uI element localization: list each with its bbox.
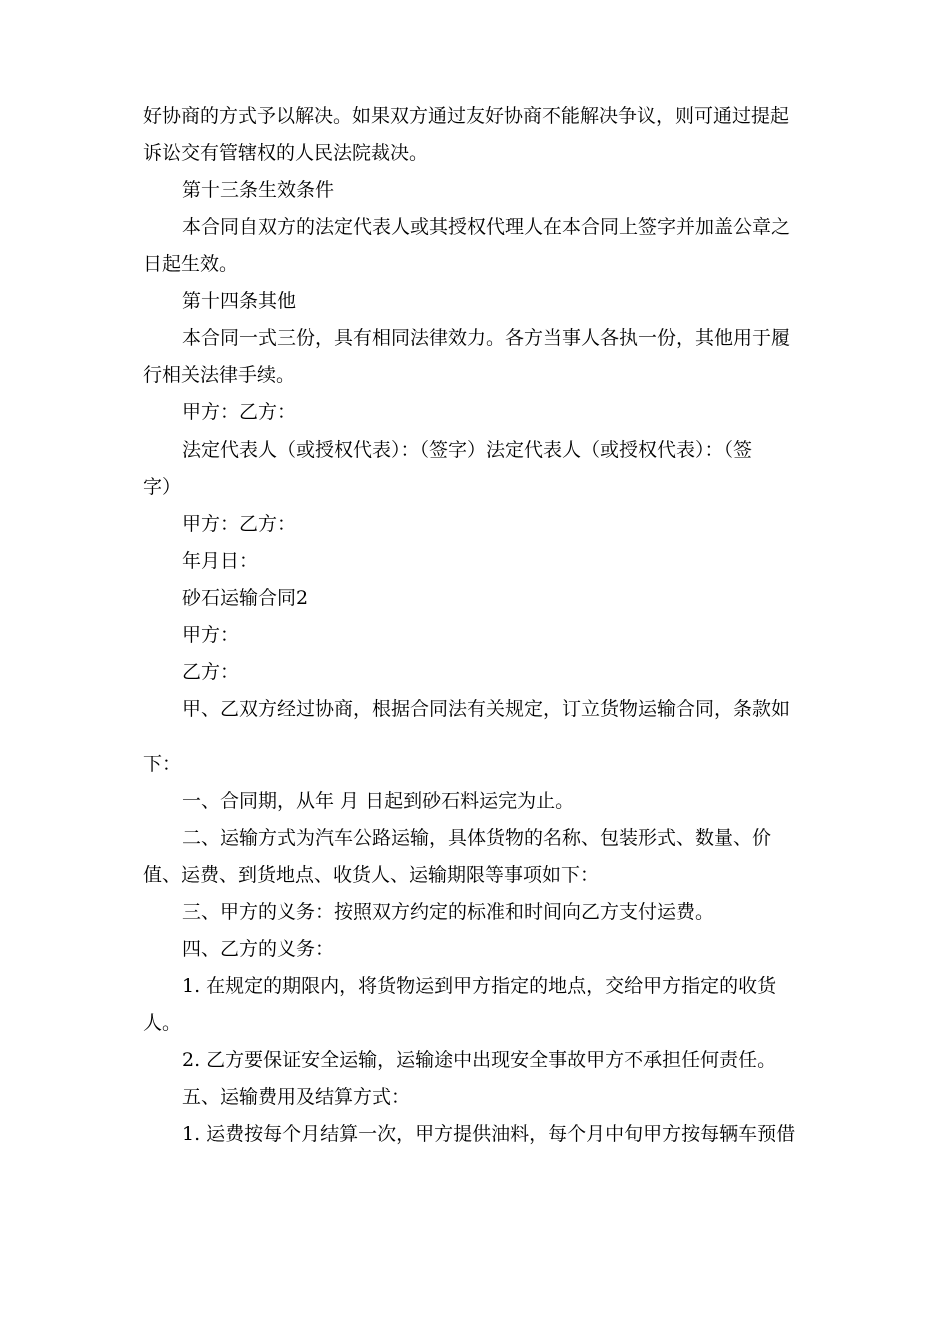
contract-title: 砂石运输合同2 <box>182 587 309 609</box>
paragraph-line: 好协商的方式予以解决。如果双方通过友好协商不能解决争议，则可通过提起 <box>143 105 790 127</box>
signature-line: 甲方：乙方： <box>182 401 297 423</box>
paragraph-line: 下： <box>143 753 182 775</box>
paragraph-line: 日起生效。 <box>143 253 239 275</box>
clause-line: 2. 乙方要保证安全运输，运输途中出现安全事故甲方不承担任何责任。 <box>182 1049 777 1071</box>
paragraph-line: 本合同自双方的法定代表人或其授权代理人在本合同上签字并加盖公章之 <box>182 216 791 238</box>
clause-line: 四、乙方的义务： <box>182 938 335 960</box>
party-a-line: 甲方： <box>182 624 240 646</box>
clause-line: 二、运输方式为汽车公路运输，具体货物的名称、包装形式、数量、价 <box>182 827 772 849</box>
clause-line: 五、运输费用及结算方式： <box>182 1086 411 1108</box>
signature-line: 法定代表人（或授权代表）：（签字）法定代表人（或授权代表）：（签 <box>182 439 753 461</box>
date-line: 年月日： <box>182 550 259 572</box>
section-heading: 第十三条生效条件 <box>182 179 335 201</box>
paragraph-line: 诉讼交有管辖权的人民法院裁决。 <box>143 142 429 164</box>
paragraph-line: 本合同一式三份，具有相同法律效力。各方当事人各执一份，其他用于履 <box>182 327 791 349</box>
paragraph-line: 行相关法律手续。 <box>143 364 296 386</box>
signature-line: 字） <box>143 476 182 498</box>
clause-line: 1. 运费按每个月结算一次，甲方提供油料，每个月中旬甲方按每辆车预借 <box>182 1123 796 1145</box>
clause-line: 1. 在规定的期限内，将货物运到甲方指定的地点，交给甲方指定的收货 <box>182 975 777 997</box>
clause-line: 三、甲方的义务：按照双方约定的标准和时间向乙方支付运费。 <box>182 901 715 923</box>
clause-line: 人。 <box>143 1012 182 1034</box>
party-b-line: 乙方： <box>182 661 240 683</box>
clause-line: 值、运费、到货地点、收货人、运输期限等事项如下： <box>143 864 600 886</box>
clause-line: 一、合同期，从年 月 日起到砂石料运完为止。 <box>182 790 575 812</box>
section-heading: 第十四条其他 <box>182 290 297 312</box>
signature-line: 甲方：乙方： <box>182 513 297 535</box>
paragraph-line: 甲、乙双方经过协商，根据合同法有关规定，订立货物运输合同，条款如 <box>182 698 791 720</box>
